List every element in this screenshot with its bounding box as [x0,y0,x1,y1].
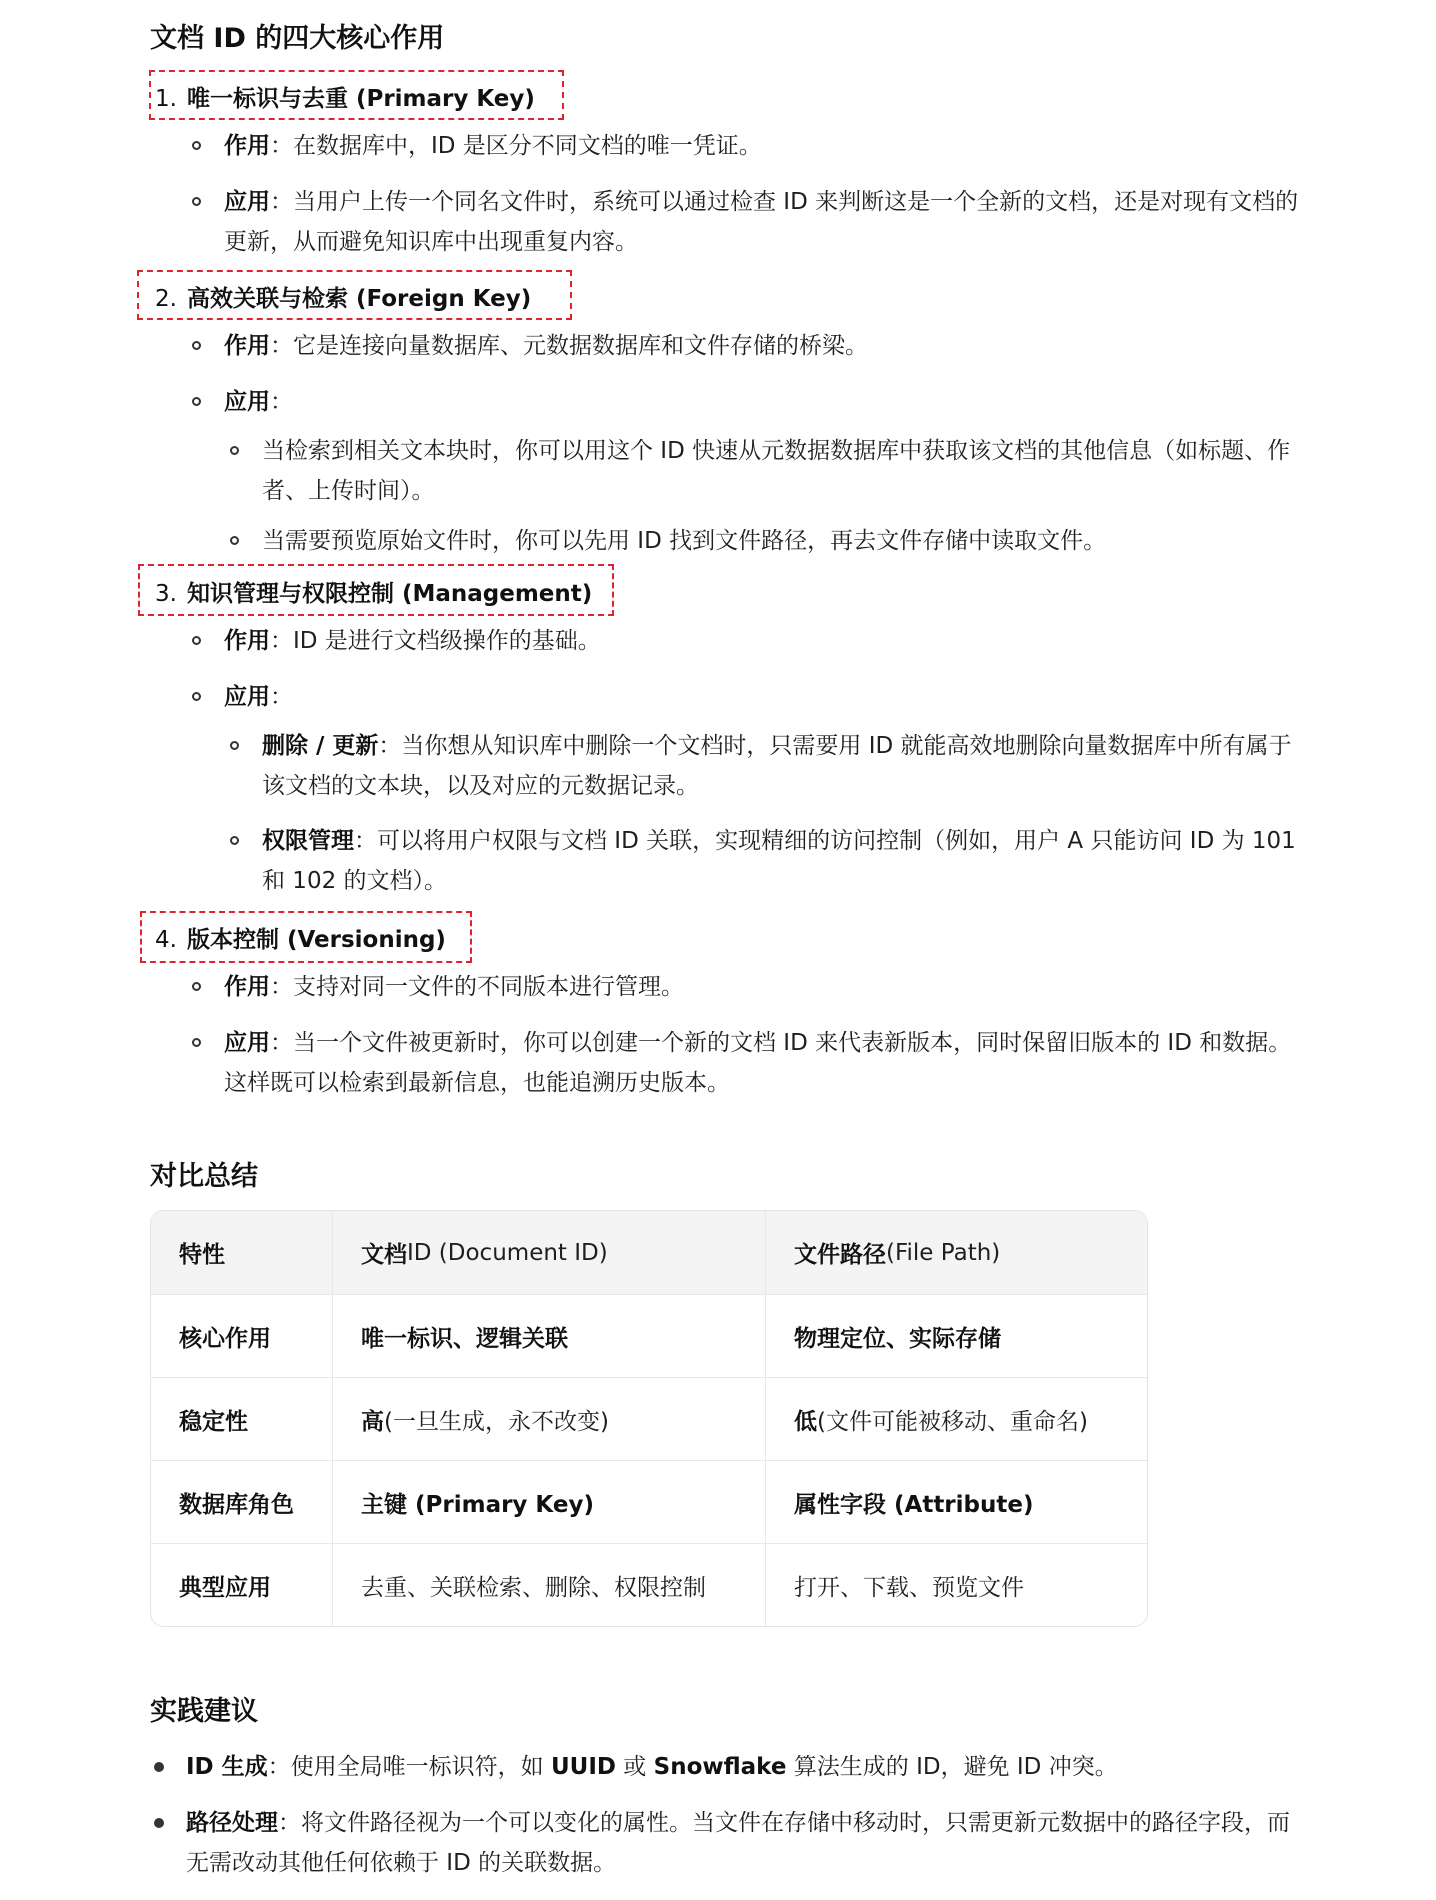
table-cell: 低 (文件可能被移动、重命名) [765,1378,1147,1460]
heading-comparison: 对比总结 [150,1161,258,1192]
section-1-title [155,80,535,113]
list-item-continuation: 这样既可以检索到最新信息，也能追溯历史版本。 [224,1070,730,1096]
section-3-title [155,575,592,608]
solid-bullet-icon [154,1818,164,1828]
list-item: 应用：当用户上传一个同名文件时，系统可以通过检查 ID 来判断这是一个全新的文档，还是对现有文档的 [224,189,1299,215]
list-item: 作用：它是连接向量数据库、元数据数据库和文件存储的桥梁。 [224,333,868,359]
hollow-bullet-icon [192,982,201,991]
section-4-title [155,921,446,954]
hollow-bullet-icon [230,741,239,750]
sub-list-item: 当检索到相关文本块时，你可以用这个 ID 快速从元数据数据库中获取该文档的其他信息（如标题、作 [262,438,1291,464]
list-item-continuation: 更新，从而避免知识库中出现重复内容。 [224,229,638,255]
list-item: 作用：支持对同一文件的不同版本进行管理。 [224,974,684,1000]
hollow-bullet-icon [230,536,239,545]
table-cell: 物理定位、实际存储 [765,1295,1147,1377]
table-cell: 主键 (Primary Key) [332,1461,765,1543]
list-item: 作用：在数据库中，ID 是区分不同文档的唯一凭证。 [224,133,762,159]
table-header-row [151,1211,1147,1294]
table-cell: 打开、下载、预览文件 [765,1544,1147,1626]
table-row [151,1377,1147,1460]
heading-core-uses: 文档 ID 的四大核心作用 [150,23,445,54]
section-number: 2. [155,286,177,312]
hollow-bullet-icon [192,1038,201,1047]
hollow-bullet-icon [192,197,201,206]
table-row [151,1460,1147,1543]
table-row [151,1543,1147,1626]
section-number: 3. [155,581,177,607]
table-cell: 去重、关联检索、删除、权限控制 [332,1544,765,1626]
sub-list-item-continuation: 和 102 的文档）。 [262,868,448,894]
heading-practice: 实践建议 [150,1696,258,1727]
table-cell: 唯一标识、逻辑关联 [332,1295,765,1377]
section-title-text: 知识管理与权限控制 (Management) [186,581,593,607]
hollow-bullet-icon [192,692,201,701]
table-cell: 数据库角色 [179,1491,294,1518]
hollow-bullet-icon [192,636,201,645]
hollow-bullet-icon [192,141,201,150]
list-item: 路径处理：将文件路径视为一个可以变化的属性。当文件在存储中移动时，只需更新元数据中的路径字段，而 [186,1810,1290,1836]
sub-list-item-continuation: 该文档的文本块，以及对应的元数据记录。 [262,773,699,799]
list-item: 应用：当一个文件被更新时，你可以创建一个新的文档 ID 来代表新版本，同时保留旧版本的 ID 和数据。 [224,1030,1292,1056]
sub-list-item-continuation: 者、上传时间）。 [262,478,435,504]
table-header-cell: 特性 [179,1242,225,1268]
table-cell: 核心作用 [179,1325,271,1352]
hollow-bullet-icon [230,446,239,455]
table-row [151,1294,1147,1377]
solid-bullet-icon [154,1762,164,1772]
list-item: 作用：ID 是进行文档级操作的基础。 [224,628,601,654]
list-item: 应用： [224,684,293,710]
hollow-bullet-icon [192,397,201,406]
sub-list-item: 权限管理：可以将用户权限与文档 ID 关联，实现精细的访问控制（例如，用户 A 只能访问 ID 为 101 [262,828,1296,854]
table-cell: 高 (一旦生成，永不改变) [332,1378,765,1460]
table-cell: 稳定性 [179,1408,248,1435]
section-title-text: 版本控制 (Versioning) [186,927,446,953]
table-header-cell: 文件路径 (File Path) [765,1211,1147,1294]
hollow-bullet-icon [230,836,239,845]
section-2-title [155,280,531,313]
comparison-table [150,1210,1148,1627]
list-item: ID 生成：使用全局唯一标识符，如 UUID 或 Snowflake 算法生成的 ID，避免 ID 冲突。 [186,1754,1118,1780]
section-number: 1. [155,86,177,112]
section-title-text: 高效关联与检索 (Foreign Key) [186,286,532,312]
table-cell: 属性字段 (Attribute) [765,1461,1147,1543]
table-cell: 典型应用 [179,1574,271,1601]
list-item: 应用： [224,389,293,415]
sub-list-item: 删除 / 更新：当你想从知识库中删除一个文档时，只需要用 ID 就能高效地删除向量数据库中所有属于 [262,733,1292,759]
table-header-cell: 文档 ID (Document ID) [332,1211,765,1294]
section-number: 4. [155,927,177,953]
section-title-text: 唯一标识与去重 (Primary Key) [186,86,535,112]
hollow-bullet-icon [192,341,201,350]
list-item-continuation: 无需改动其他任何依赖于 ID 的关联数据。 [186,1850,617,1876]
sub-list-item: 当需要预览原始文件时，你可以先用 ID 找到文件路径，再去文件存储中读取文件。 [262,528,1107,554]
